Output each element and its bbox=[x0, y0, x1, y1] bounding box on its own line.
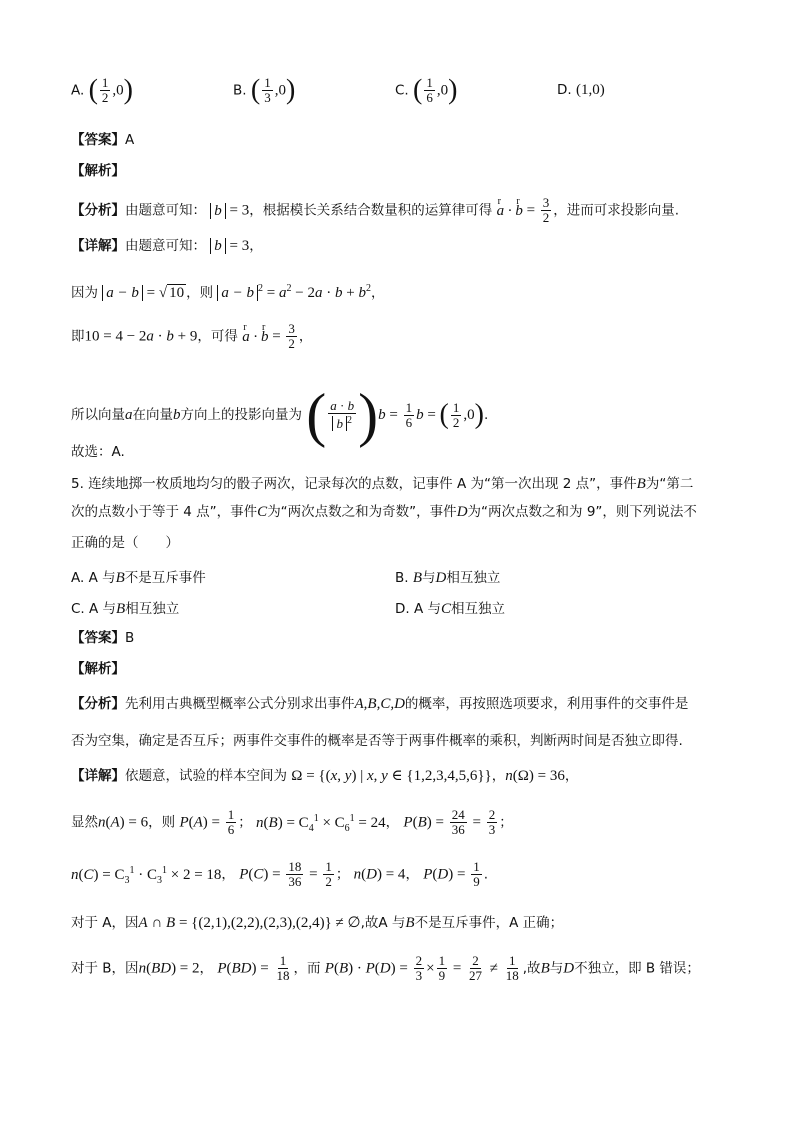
q5-xiangjie-line-3: $n(C) = C_3^1 \cdot C_3^1 \times 2 = 18$， P(C) = $\frac{18}{36}$ = $\frac{1}{2}$ ； n(D) = 4， P(D) = $\frac{1}{9}$ . bbox=[71, 859, 489, 889]
q5-option-a: A. A 与B不是互斥事件 bbox=[71, 570, 206, 586]
q5-option-d: D. A 与C相互独立 bbox=[395, 601, 506, 617]
option-d: D. (1,0) bbox=[557, 82, 605, 98]
q4-analysis-tag: 【解析】 bbox=[71, 163, 125, 179]
q5-option-c: C. A 与B相互独立 bbox=[71, 601, 180, 617]
option-label: C. bbox=[395, 82, 409, 99]
q5-duiyu-a: 对于 A，因A ∩ B = {(2,1),(2,2),(2,3),(2,4)} ≠ ∅,故A 与B不是互斥事件，A 正确； bbox=[71, 915, 564, 931]
q5-xiangjie-line-1: 【详解】依题意，试验的样本空间为 Ω = {(x, y) | x, y ∈ {1,2,3,4,5,6}}，n(Ω) = 36， bbox=[71, 768, 579, 784]
q4-answer: 【答案】A bbox=[71, 132, 135, 148]
q4-fenxi: 【分析】由题意可知： b = 3，根据模长关系结合数量积的运算律可得 r a · r b = $\frac{3}{2}$ ，进而可求投影向量. bbox=[71, 196, 679, 225]
q5-stem-line-2: 次的点数小于等于 4 点”，事件C为“两次点数之和为奇数”，事件D为“两次点数之和为 9”，则下列说法不 bbox=[71, 504, 697, 520]
q4-step-ji: 即10 = 4 − 2a · b + 9，可得 r a · r b = $\frac{3}{2}$ ， bbox=[71, 322, 312, 351]
option-label: D. bbox=[557, 82, 572, 98]
q4-xiangjie: 【详解】由题意可知： b = 3， bbox=[71, 238, 263, 254]
q5-stem-line-3: 正确的是（ ） bbox=[71, 535, 179, 551]
option-a: A. ( $\frac{1}{2}$ ,0) bbox=[71, 74, 133, 106]
q5-fenxi-line-1: 【分析】先利用古典概型概率公式分别求出事件A,B,C,D的概率，再按照选项要求，利用事件的交事件是 bbox=[71, 696, 689, 712]
q5-option-b: B. B与D相互独立 bbox=[395, 570, 501, 586]
option-label: B. bbox=[233, 82, 247, 99]
q4-step-because: 因为 a − b = √ 10 ，则 a − b $^2 = a^2 - 2a \cdot b + b^2$， bbox=[71, 283, 385, 301]
q5-stem-line-1: 5. 连续地掷一枚质地均匀的骰子两次，记录每次的点数，记事件 A 为“第一次出现 2 点”，事件B为“第二 bbox=[71, 476, 694, 492]
q5-xiangjie-line-2: 显然n(A) = 6，则 P(A) = $\frac{1}{6}$ ； $n(B) = C_4^1 \times C_6^1 = 24$， P(B) = $\frac{24}{36}$ = $\frac{2}{3}$ ； bbox=[71, 807, 513, 837]
q5-answer: 【答案】B bbox=[71, 630, 135, 646]
option-c: C. ( $\frac{1}{6}$ ,0) bbox=[395, 74, 458, 106]
q5-duiyu-b: 对于 B，因n(BD) = 2， P(BD) = $\frac{1}{18}$ ，而 P(B) · P(D) = $\frac{2}{3}$ × $\frac{1}{9}$ = $\frac{2}{27}$ ≠ $\frac{1}{18}$ ,故B与D不独立，即 B 错误； bbox=[71, 953, 700, 983]
option-label: A. bbox=[71, 82, 85, 99]
option-b: B. ( $\frac{1}{3}$ ,0) bbox=[233, 74, 296, 106]
q5-fenxi-line-2: 否为空集，确定是否互斥；两事件交事件的概率是否等于两事件概率的乘积，判断两时间是否独立即得. bbox=[71, 733, 683, 749]
q4-step-projection: 所以向量a在向量b方向上的投影向量为 ( $\frac{a \cdot b}{b ^2}$ )b = $\frac{1}{6}$ b = ( $\frac{1}{2}$ ,0). bbox=[71, 382, 489, 448]
q4-guxuan: 故选：A. bbox=[71, 444, 125, 460]
q5-analysis-tag: 【解析】 bbox=[71, 661, 125, 677]
